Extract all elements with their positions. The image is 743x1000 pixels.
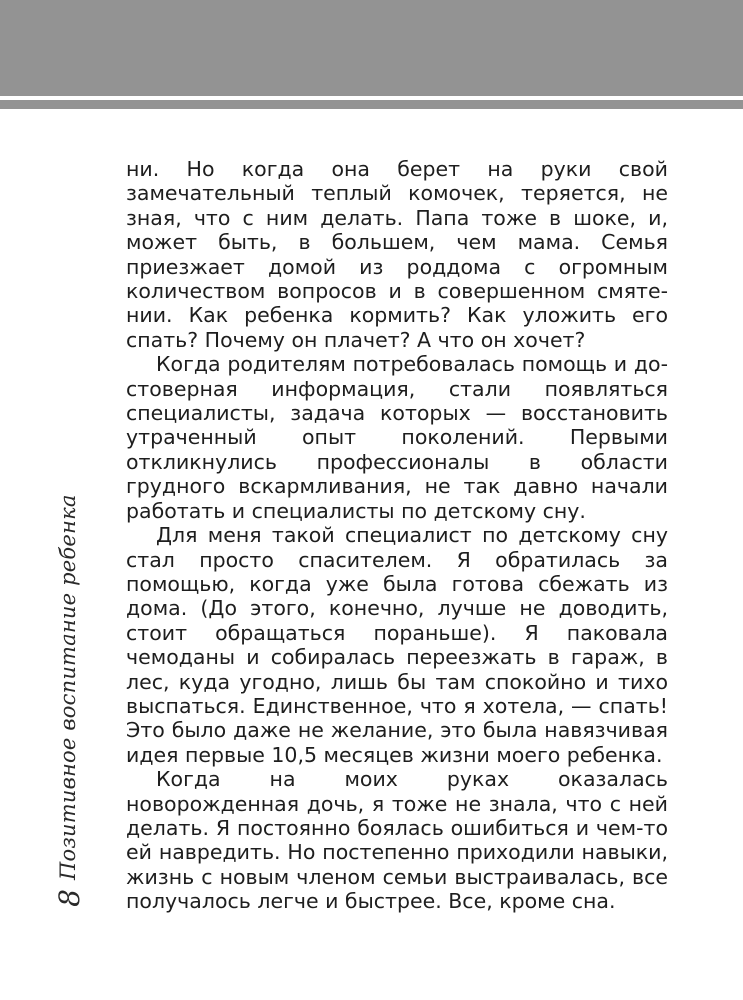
paragraph-4: Когда на моих руках оказалась новорожденная дочь, я тоже не знала, что с ней делать. Я постоянно боялась ошибиться и чем-то ей навредить. Но постепенно приходили навыки, жизнь с новым членом семьи выстраивалась, все получалось легче и быстрее. Все, кроме сна. [126, 767, 668, 914]
page-number: 8 [53, 889, 86, 907]
body-text [126, 157, 668, 914]
paragraph-3: Для меня такой специалист по детскому сну стал просто спасителем. Я обратилась за помощью, когда уже была готова сбежать из дома. (До этого, конечно, лучше не доводить, стоит обращаться пораньше). Я паковала чемоданы и собиралась переезжать в гараж, в лес, куда угодно, лишь бы там спокойно и тихо выспаться. Единственное, что я хотела, — спать! Это было даже не желание, это была навязчивая идея первые 10,5 месяцев жизни моего ребенка. [126, 523, 668, 767]
paragraph-1: ни. Но когда она берет на руки свой замечательный теплый комочек, теряется, не зная, что с ним делать. Папа тоже в шоке, и, может быть, в большем, чем мама. Семья приезжает домой из роддома с огромным количеством вопросов и в совершенном смятении. Как ребенка кормить? Как уложить его спать? Почему он плачет? А что он хочет? [126, 157, 668, 352]
running-title: Позитивное воспитание ребенка [56, 494, 80, 880]
header-stripe [0, 100, 743, 109]
header-band [0, 0, 743, 96]
paragraph-2: Когда родителям потребовалась помощь и достоверная информация, стали появляться специалисты, задача которых — восстановить утраченный опыт поколений. Первыми откликнулись профессионалы в области грудного вскармливания, не так давно начали работать и специалисты по детскому сну. [126, 352, 668, 523]
